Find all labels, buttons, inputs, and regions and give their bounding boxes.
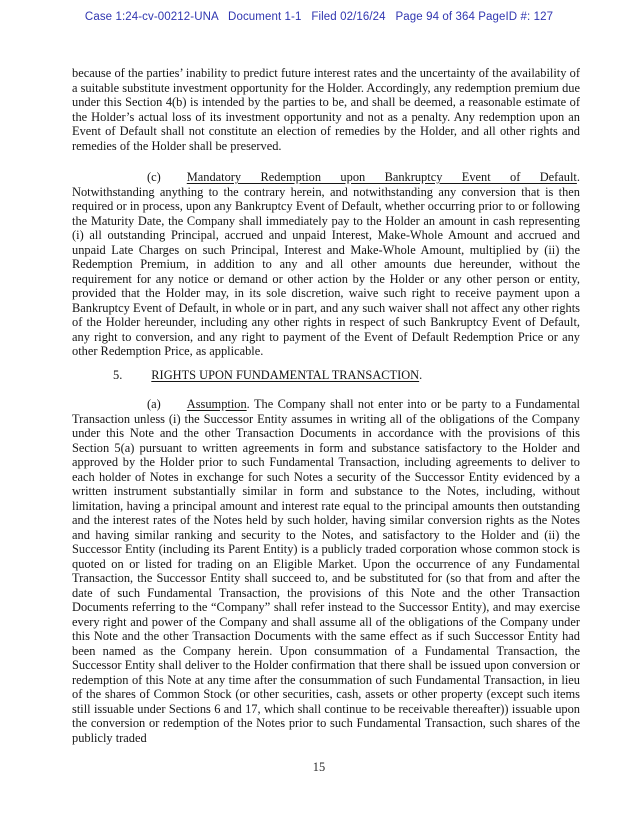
paragraph-continuation: because of the parties’ inability to predict future interest rates and the uncertainty of the availability of a suitable substitute investment opportunity for the Holder. Accordingly, any redemption premium due under this Section 4(b) is intended by the parties to be, and shall be deemed, a reasonable estimate of the Holder’s actual loss of its investment opportunity and not as a penalty. Any redemption upon an Event of Default shall not constitute an election of remedies by the Holder, and all other rights and remedies of the Holder shall be preserved. bbox=[72, 66, 580, 153]
court-filing-stamp: Case 1:24-cv-00212-UNA Document 1-1 Filed 02/16/24 Page 94 of 364 PageID #: 127 bbox=[84, 11, 554, 23]
section-5-suffix: . bbox=[419, 367, 423, 382]
section-a-heading: Assumption bbox=[186, 397, 247, 411]
section-c-heading-line bbox=[72, 170, 580, 185]
page-number: 15 bbox=[312, 760, 326, 774]
section-a-text: The Company shall not enter into or be party to a Fundamental Transaction unless (i) the Successor Entity assumes in writing all of the obligations of the Company under this Note and the other Transaction Documents in accordance with the provisions of this Section 5(a) pursuant to written agreements in form and substance satisfactory to the Holder and approved by the Holder prior to such Fundamental Transaction, including agreements to deliver to each holder of Notes in exchange for such Notes a security of the Successor Entity evidenced by a written instrument substantially similar in form and substance to the Notes, including, without limitation, having a principal amount and interest rate equal to the principal amounts then outstanding and the interest rates of the Notes held by such holder, having similar conversion rights as the Notes and having similar ranking and security to the Notes, and satisfactory to the Holder and (ii) the Successor Entity (including its Parent Entity) is a publicly traded corporation whose common stock is quoted on or listed for trading on an Eligible Market. Upon the occurrence of any Fundamental Transaction, the Successor Entity shall succeed to, and be substituted for (so that from and after the date of such Fundamental Transaction, the provisions of this Note and the other Transaction Documents referring to the “Company” shall refer instead to the Successor Entity), and may exercise every right and power of the Company and shall assume all of the obligations of the Company under this Note and the other Transaction Documents with the same effect as if such Successor Entity had been named as the Company herein. Upon consummation of a Fundamental Transaction, the Successor Entity shall deliver to the Holder confirmation that there shall be issued upon conversion or redemption of this Note at any time after the consummation of such Fundamental Transaction, in lieu of the shares of Common Stock (or other securities, cash, assets or other property (except such items still issuable under Sections 6 and 17, which shall continue to be receivable thereafter)) issuable upon the conversion or redemption of the Notes prior to such Fundamental Transaction, such shares of the publicly traded bbox=[72, 397, 581, 745]
section-a-paragraph bbox=[72, 397, 580, 745]
section-a-label: (a) bbox=[147, 397, 161, 411]
section-a-heading-suffix: . bbox=[246, 397, 250, 411]
section-5-heading-line bbox=[72, 368, 580, 383]
section-5-number: 5. bbox=[113, 367, 123, 382]
section-c-label: (c) bbox=[147, 170, 161, 184]
section-5-title: RIGHTS UPON FUNDAMENTAL TRANSACTION bbox=[151, 367, 420, 382]
section-c-text: Notwithstanding anything to the contrary herein, and notwithstanding any conversion that is then required or in process, upon any Bankruptcy Event of Default, whether occurring prior to or following the Maturity Date, the Company shall immediately pay to the Holder an amount in cash representing (i) all outstanding Principal, accrued and unpaid Interest, Make-Whole Amount and accrued and unpaid Late Charges on such Principal, Interest and Make-Whole Amount, multiplied by (ii) the Redemption Premium, in addition to any and all other amounts due hereunder, without the requirement for any notice or demand or other action by the Holder or any other person or entity, provided that the Holder may, in its sole discretion, waive such right to receive payment upon a Bankruptcy Event of Default, in whole or in part, and any such waiver shall not affect any other rights of the Holder hereunder, including any other rights in respect of such Bankruptcy Event of Default, any right to conversion, and any right to payment of the Event of Default Redemption Price or any other Redemption Price, as applicable. bbox=[72, 184, 580, 358]
section-c-heading-suffix: . bbox=[576, 170, 580, 184]
document-body bbox=[72, 0, 580, 745]
section-c-heading: Mandatory Redemption upon Bankruptcy Event of Default bbox=[186, 170, 577, 184]
